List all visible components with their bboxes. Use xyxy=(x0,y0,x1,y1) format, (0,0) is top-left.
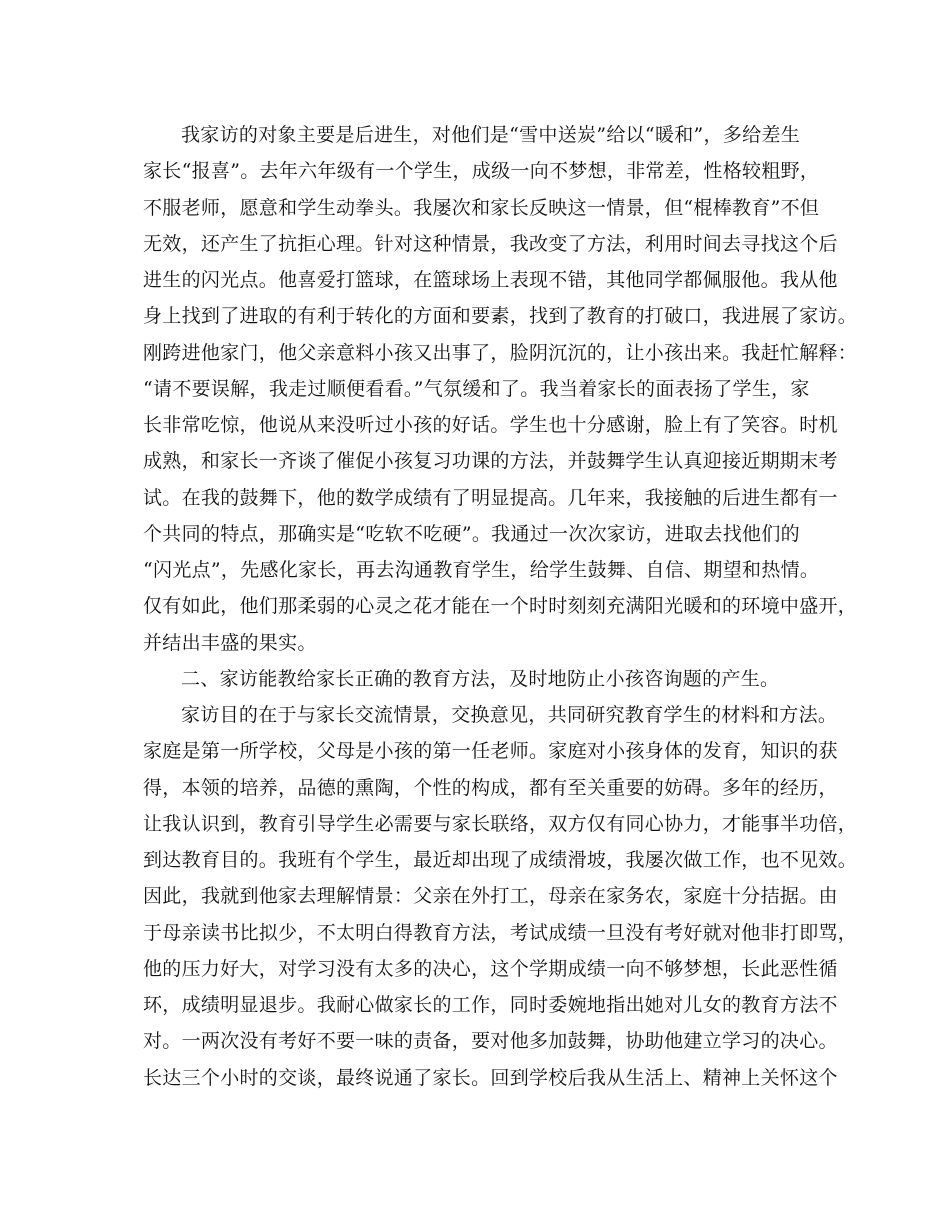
text-line: 无效，还产生了抗拒心理。针对这种情景，我改变了方法，利用时间去寻找这个后 xyxy=(143,232,838,255)
text-line: 因此，我就到他家去理解情景：父亲在外打工，母亲在家务农，家庭十分拮据。由 xyxy=(143,885,838,908)
text-line: 仅有如此，他们那柔弱的心灵之花才能在一个时时刻刻充满阳光暖和的环境中盛开， xyxy=(143,595,858,618)
text-line: 长非常吃惊，他说从来没听过小孩的好话。学生也十分感谢，脸上有了笑容。时机 xyxy=(143,414,838,436)
text-line: 我家访的对象主要是后进生，对他们是“雪中送炭”给以“暖和”，多给差生 xyxy=(181,124,801,146)
section-heading: 二、家访能教给家长正确的教育方法，及时地防止小孩咨询题的产生。 xyxy=(181,667,780,690)
text-line: 刚跨进他家门，他父亲意料小孩又出事了，脸阴沉沉的，让小孩出来。我赶忙解释： xyxy=(143,341,858,364)
text-line: 得，本领的培养，品德的熏陶，个性的构成，都有至关重要的妨碍。多年的经历， xyxy=(143,776,838,799)
text-line: 个共同的特点，那确实是“吃软不吃硬”。我通过一次次家访，进取去找他们的 xyxy=(143,522,800,545)
text-line: 到达教育目的。我班有个学生，最近却出现了成绩滑坡，我屡次做工作，也不见效。 xyxy=(143,849,858,871)
text-line: 身上找到了进取的有利于转化的方面和要素，找到了教育的打破口，我进展了家访。 xyxy=(143,305,858,328)
text-line: “请不要误解，我走过顺便看看。”气氛缓和了。我当着家长的面表扬了学生，家 xyxy=(143,377,810,400)
text-line: 让我认识到，教育引导学生必需要与家长联络，双方仅有同心协力，才能事半功倍， xyxy=(143,812,858,835)
text-line: 对。一两次没有考好不要一味的责备，要对他多加鼓舞，协助他建立学习的决心。 xyxy=(143,1030,838,1053)
text-line: 他的压力好大，对学习没有太多的决心，这个学期成绩一向不够梦想，长此恶性循 xyxy=(143,957,838,980)
text-line: 试。在我的鼓舞下，他的数学成绩有了明显提高。几年来，我接触的后进生都有一 xyxy=(143,486,838,509)
text-line: 并结出丰盛的果实。 xyxy=(143,631,317,654)
text-line: 环，成绩明显退步。我耐心做家长的工作，同时委婉地指出她对儿女的教育方法不 xyxy=(143,994,838,1016)
text-line: “闪光点”，先感化家长，再去沟通教育学生，给学生鼓舞、自信、期望和热情。 xyxy=(143,559,820,581)
body-text xyxy=(143,117,858,1096)
text-line: 不服老师，愿意和学生动拳头。我屡次和家长反映这一情景，但“棍棒教育”不但 xyxy=(143,196,820,219)
text-line: 家庭是第一所学校，父母是小孩的第一任老师。家庭对小孩身体的发育，知识的获 xyxy=(143,740,838,763)
text-line: 成熟，和家长一齐谈了催促小孩复习功课的方法，并鼓舞学生认真迎接近期期末考 xyxy=(143,450,838,473)
text-line: 于母亲读书比拟少，不太明白得教育方法，考试成绩一旦没有考好就对他非打即骂， xyxy=(143,921,858,944)
text-line: 家访目的在于与家长交流情景，交换意见，共同研究教育学生的材料和方法。 xyxy=(181,704,838,726)
text-line: 进生的闪光点。他喜爱打篮球，在篮球场上表现不错，其他同学都佩服他。我从他 xyxy=(143,269,838,291)
text-line: 长达三个小时的交谈，最终说通了家长。回到学校后我从生活上、精神上关怀这个 xyxy=(143,1066,838,1089)
text-line: 家长“报喜”。去年六年级有一个学生，成级一向不梦想，非常差，性格较粗野， xyxy=(143,160,820,183)
